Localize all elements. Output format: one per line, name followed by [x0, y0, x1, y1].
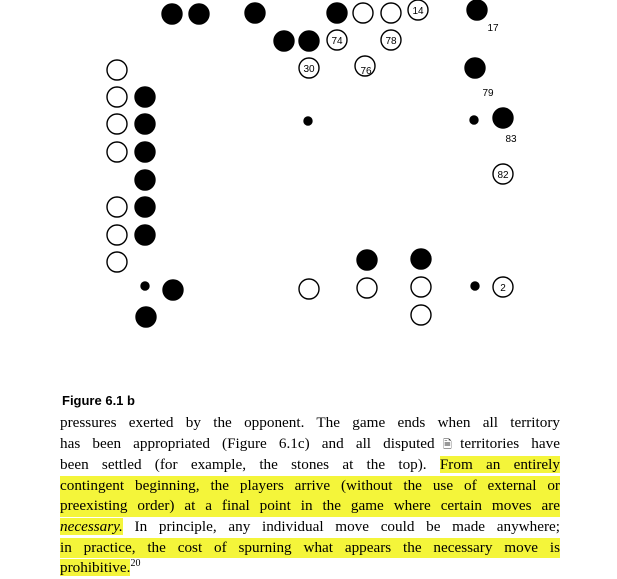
highlighted-text: prohibitive.	[60, 559, 131, 577]
black-stone	[135, 225, 155, 245]
black-stone	[162, 4, 182, 24]
stone-label: 83	[505, 134, 517, 145]
white-stone	[353, 3, 373, 23]
stone-label: 30	[303, 64, 315, 75]
black-stone	[245, 3, 265, 23]
small-dot-marker	[470, 116, 478, 124]
stone-label: 2	[500, 283, 506, 294]
highlighted-text: in practice, the cost of spurning what appears the necessary move is	[60, 538, 560, 556]
black-stone	[493, 108, 513, 128]
text-span: been settled (for example, the stones at the top).	[60, 456, 440, 474]
highlighted-line[interactable]	[60, 538, 560, 559]
black-stone	[357, 250, 377, 270]
text-line	[60, 455, 560, 476]
highlighted-text: contingent beginning, the players arrive (without the use of external or	[60, 476, 560, 494]
black-stone	[135, 142, 155, 162]
highlighted-line[interactable]	[60, 559, 130, 576]
white-stone	[107, 87, 127, 107]
stone-label: 82	[497, 170, 509, 181]
white-stone	[411, 305, 431, 325]
black-stone	[465, 58, 485, 78]
black-stone	[136, 307, 156, 327]
stone-label: 14	[412, 6, 424, 17]
white-stone	[381, 3, 401, 23]
white-stone	[107, 114, 127, 134]
black-stone	[135, 114, 155, 134]
stone-label: 74	[331, 36, 343, 47]
stone-label: 78	[385, 36, 397, 47]
annotation-note-icon[interactable]: 🗎	[434, 437, 461, 451]
text-line	[60, 413, 560, 434]
text-line	[60, 434, 560, 456]
text-span: pressures exerted by the opponent. The game ends when all territory	[60, 414, 560, 431]
white-stone	[107, 252, 127, 272]
text-line	[60, 558, 560, 579]
white-stone	[107, 225, 127, 245]
white-stone	[411, 277, 431, 297]
stone-label: 17	[487, 23, 499, 34]
black-stone	[327, 3, 347, 23]
black-stone	[299, 31, 319, 51]
black-stone	[163, 280, 183, 300]
black-stone	[411, 249, 431, 269]
text-span: In principle, any individual move could be made anywhere;	[122, 517, 560, 535]
text-span: has been appropriated (Figure 6.1c) and all disputed	[60, 434, 435, 452]
body-paragraph	[60, 413, 560, 579]
highlighted-text: preexisting order) at a final point in the game where certain moves are	[60, 497, 560, 515]
white-stone	[107, 142, 127, 162]
white-stone	[107, 197, 127, 217]
text-line	[60, 517, 560, 538]
black-stone	[135, 170, 155, 190]
white-stone	[357, 278, 377, 298]
white-stone	[299, 279, 319, 299]
small-dot-marker	[304, 117, 312, 125]
black-stone	[189, 4, 209, 24]
highlighted-text[interactable]: necessary.	[60, 517, 123, 535]
black-stone	[274, 31, 294, 51]
stone-label: 79	[482, 88, 494, 99]
black-stone	[135, 197, 155, 217]
highlighted-text[interactable]: From an entirely	[439, 456, 560, 474]
footnote-marker[interactable]: 20	[130, 558, 141, 570]
small-dot-marker	[141, 282, 149, 290]
stone-label: 76	[360, 66, 372, 77]
black-stone	[135, 87, 155, 107]
black-stone	[467, 0, 487, 20]
text-span: territories have	[460, 434, 560, 452]
highlighted-line[interactable]	[60, 476, 560, 497]
small-dot-marker	[471, 282, 479, 290]
highlighted-line[interactable]	[60, 496, 560, 517]
figure-caption: Figure 6.1 b	[62, 393, 135, 408]
white-stone	[107, 60, 127, 80]
